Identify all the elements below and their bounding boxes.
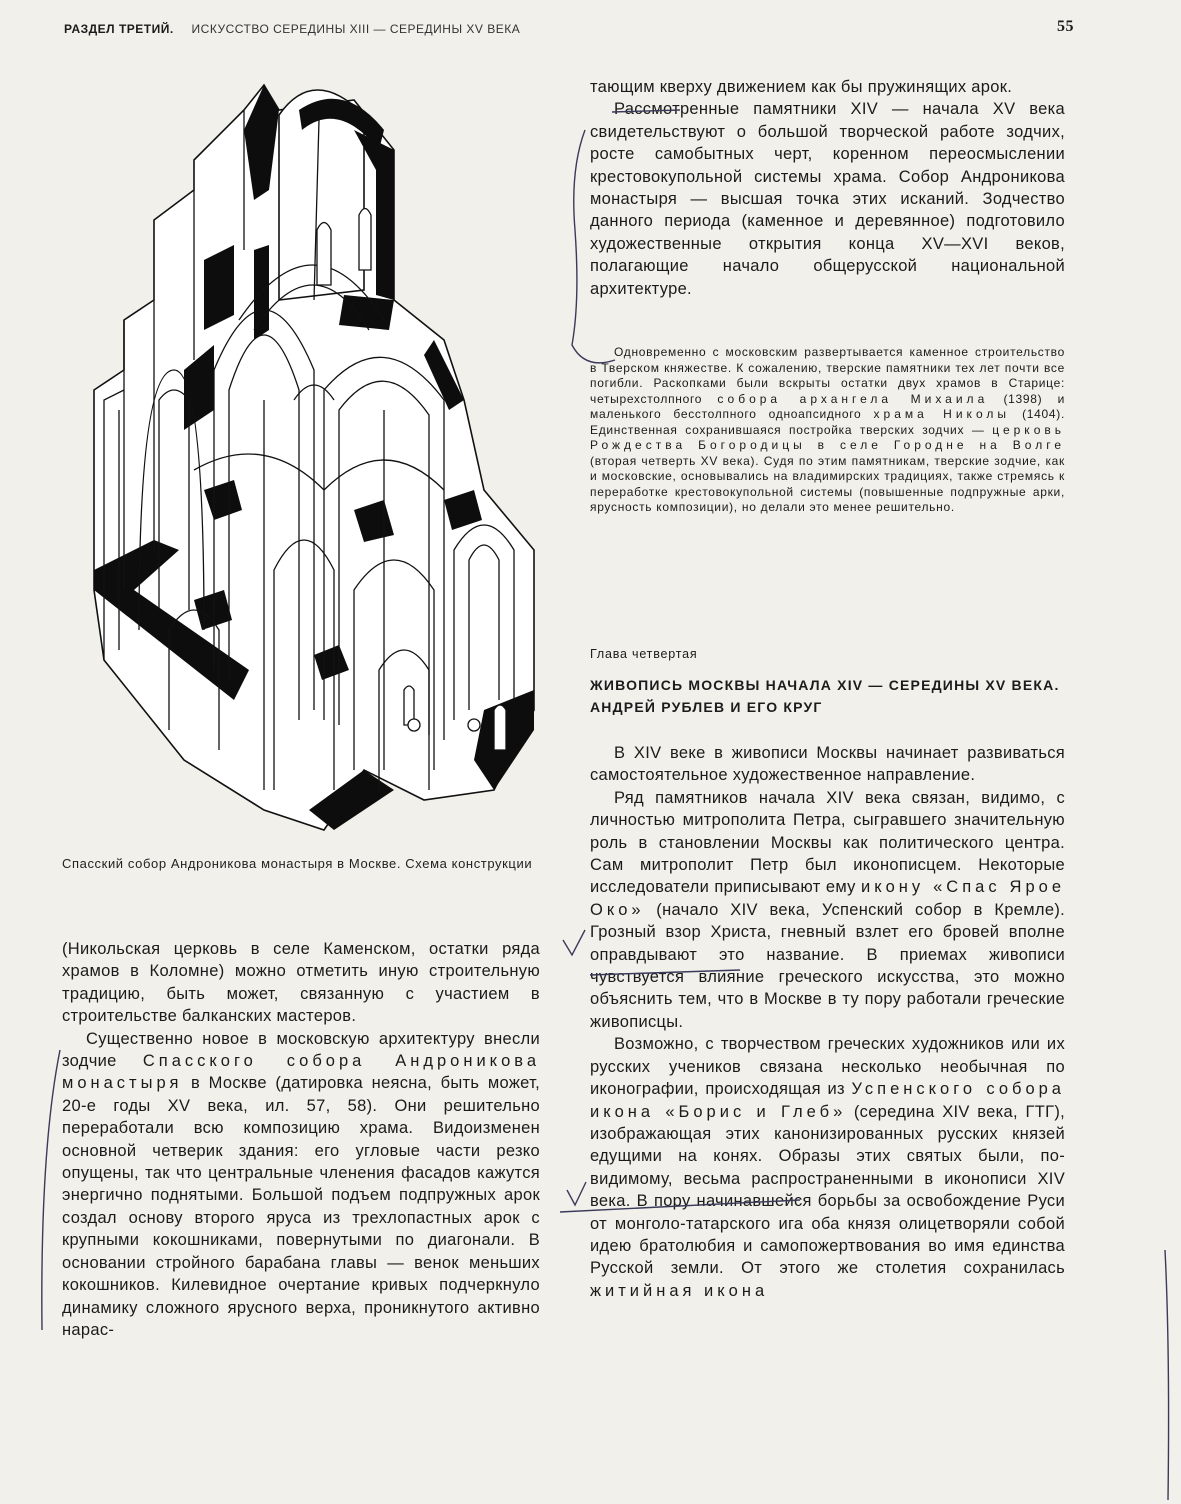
emphasized-text: собора архангела Михаила — [717, 391, 989, 406]
text-span: Существенно новое в московскую архитектуру внесли зодчие — [62, 1029, 540, 1071]
page-number: 55 — [1057, 18, 1074, 35]
text-span: (1404). Единственная сохранившаяся постройка тверских зодчих — — [590, 407, 1065, 437]
emphasized-text: житийная икона — [590, 1281, 769, 1300]
right-column-top — [590, 76, 1065, 300]
margin-line-mark — [1165, 1250, 1169, 1500]
paragraph — [590, 787, 1065, 1033]
header-title: ИСКУССТВО СЕРЕДИНЫ XIII — СЕРЕДИНЫ XV ВЕКА — [191, 22, 521, 36]
header-section: РАЗДЕЛ ТРЕТИЙ. — [64, 22, 174, 36]
text-span: (начало XIV века, Успенский собор в Кремле). Грозный взор Христа, гневный взлет его бровей вполне оправдывают это название. В приемах живописи чувствуется влияние греческого искусства, это можно объяснить тем, что в Москве в ту пору работали греческие живописцы. — [590, 900, 1065, 1031]
paragraph: В XIV веке в живописи Москвы начинает развиваться самостоятельное художественное направление. — [590, 744, 1065, 785]
chapter-label: Глава четвертая — [590, 647, 698, 661]
paragraph — [62, 1028, 540, 1342]
right-column-body — [590, 742, 1065, 1302]
text-span: Возможно, с творчеством греческих художников или их русских учеников связана несколько необычная по иконографии, происходящая из — [590, 1035, 1065, 1099]
paragraph: (Никольская церковь в селе Каменском, остатки ряда храмов в Коломне) можно отметить иную строительную традицию, быть может, связанную с участием в строительстве балканских мастеров. — [62, 940, 540, 1026]
text-span: Ряд памятников начала XIV века связан, видимо, с личностью митрополита Петра, сыгравшего значительную роль в становлении Москвы как политического центра. Сам митрополит Петр был иконописцем. Некоторые исследователи приписывают ему — [590, 788, 1065, 897]
emphasized-text: храма Николы — [873, 407, 1010, 421]
chapter-title: ЖИВОПИСЬ МОСКВЫ НАЧАЛА XIV — СЕРЕДИНЫ XV ВЕКА. АНДРЕЙ РУБЛЕВ И ЕГО КРУГ — [590, 677, 1060, 715]
small-print-note — [590, 345, 1065, 516]
text-span: (1398) и маленького бесстолпного одноапсидного — [590, 391, 1066, 421]
emphasized-text: Спасского собора Андроникова монастыря — [62, 1052, 540, 1093]
left-column-text — [62, 938, 540, 1341]
paragraph: Рассмотренные памятники XIV — начала XV века свидетельствуют о большой творческой работе зодчих, росте самобытных черт, коренном переосмыслении крестовокупольной системы храма. Собор Андроникова монастыря — высшая точка этих исканий. Зодчество данного периода (каменное и деревянное) подготовило художественные открытия конца XV—XVI веков, полагающие начало общерусской национальной архитектуре. — [590, 100, 1065, 298]
paragraph — [590, 1033, 1065, 1302]
checkmark-icon — [563, 930, 585, 955]
figure-caption: Спасский собор Андроникова монастыря в Москве. Схема конструкции — [62, 856, 533, 871]
paragraph: тающим кверху движением как бы пружинящих арок. — [590, 78, 1013, 96]
emphasized-text: Успенского собора икона «Борис и Глеб» — [590, 1080, 1065, 1121]
text-span: (вторая четверть XV века). Судя по этим памятникам, тверские зодчие, как и московские, основывались на владимирских традициях, также стремясь к переработке крестовокупольной системы (повышенные подпружные арки, ярусность композиции), но делали это менее решительно. — [590, 453, 1065, 514]
text-span: Одновременно с московским развертывается каменное строительство в Тверском княжестве. К сожалению, тверские памятники тех лет почти все погибли. Раскопками были вскрыты остатки двух храмов в Старице: четырехстолпного — [590, 345, 1065, 406]
emphasized-text: икону «Спас Ярое Око» — [590, 878, 1066, 919]
emphasized-text: церковь Рождества Богородицы в селе Городне на Волге — [590, 422, 1065, 452]
margin-bracket-mark — [42, 1050, 60, 1330]
checkmark-icon — [567, 1182, 586, 1205]
text-span: в Москве (датировка неясна, быть может, 20-е годы XV века, ил. 57, 58). Они решительно переработали всю композицию храма. Видоизменен основной четверик здания: его угловые части резко опущены, так что центральные членения фасадов кажутся энергично поднятыми. Большой подъем подпружных арок создал основу второго яруса из трехлопастных арок с крупными кокошниками, повернутыми по диагонали. В основании стройного барабана главы — венок меньших кокошников. Килевидное очертание кривых подчеркнуло динамику сложного ярусного верха, проникнутого активно нарас- — [62, 1074, 540, 1339]
running-header — [64, 18, 1074, 44]
paragraph — [590, 345, 1065, 516]
text-span: (середина XIV века, ГТГ), изображающая этих канонизированных русских князей едущими на конях. Образы этих святых были, по-видимому, весьма распространенными в иконописи XIV века. В пору начинавшейся борьбы за освобождение Руси от монголо-татарского ига оба князя олицетворяли собой идею братолюбия и самопожертвования во имя единства Русской земли. От этого же столетия сохранилась — [590, 1102, 1065, 1278]
cathedral-construction-diagram — [64, 70, 564, 845]
